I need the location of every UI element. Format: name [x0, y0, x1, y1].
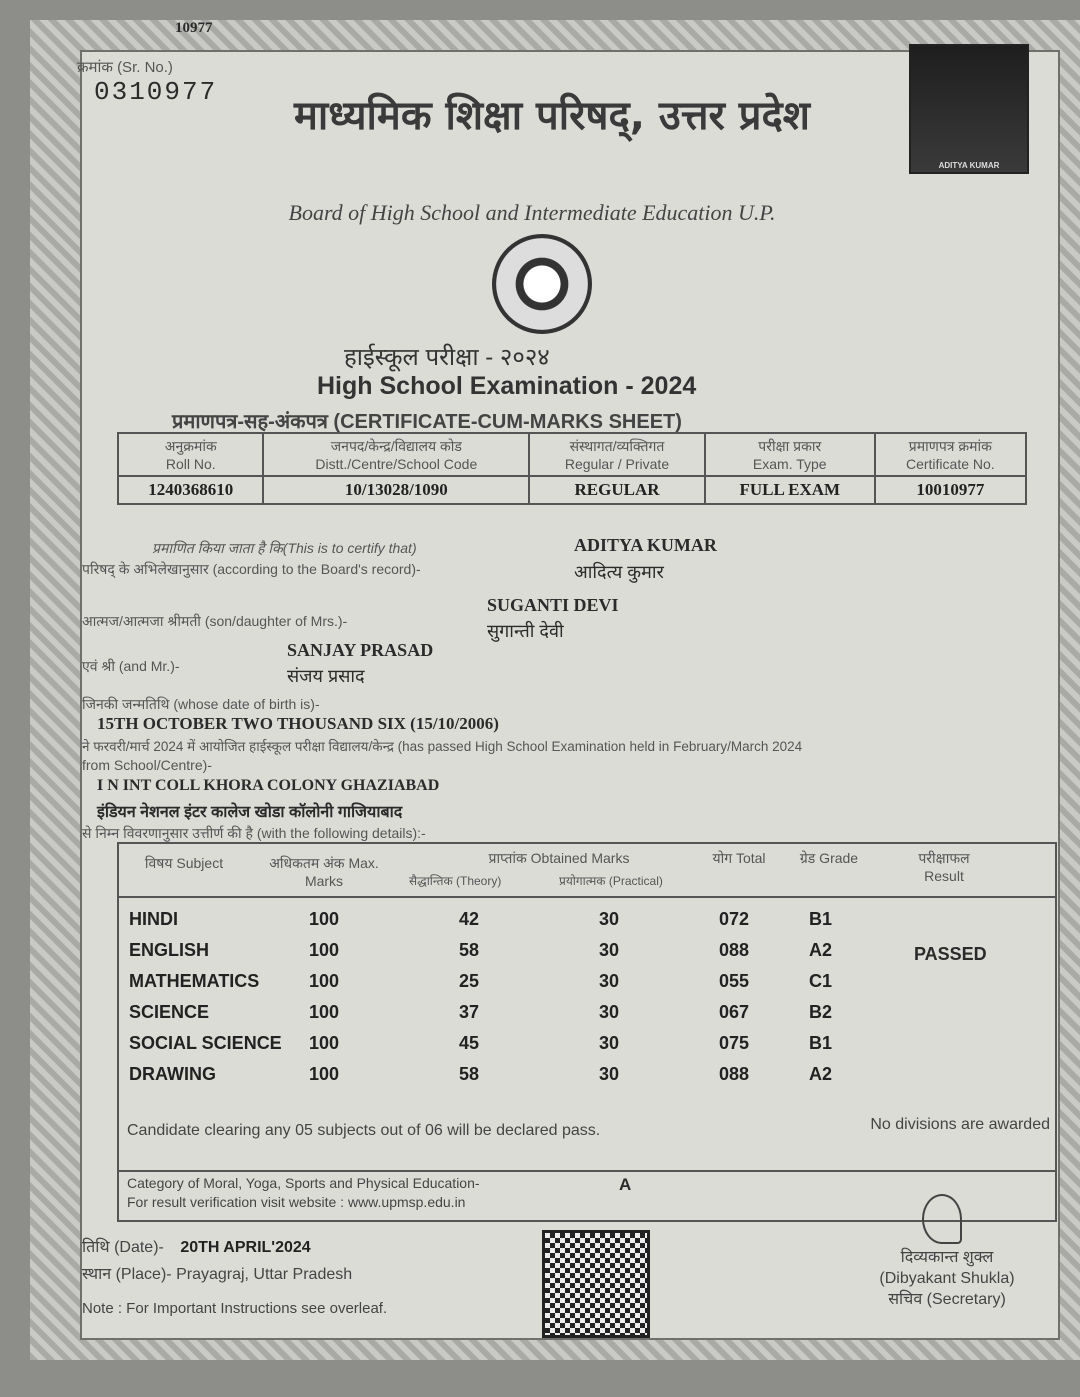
info-table — [117, 432, 1027, 505]
roll-no-header: अनुक्रमांक Roll No. — [118, 433, 263, 476]
regular-private-header: संस्थागत/व्यक्तिगत Regular / Private — [529, 433, 705, 476]
theory-marks: 25 — [459, 971, 480, 991]
sr-number: 0310977 — [94, 77, 218, 107]
practical-marks: 30 — [599, 940, 620, 960]
practical-marks: 30 — [599, 971, 620, 991]
date-of-birth: 15TH OCTOBER TWO THOUSAND SIX (15/10/2006) — [97, 714, 499, 733]
father-name-hindi: संजय प्रसाद — [287, 666, 365, 686]
details-label: से निम्न विवरणानुसार उत्तीर्ण की है (with the following details):- — [82, 825, 426, 841]
divisions-note: No divisions are awarded — [870, 1116, 1050, 1133]
exam-title-hindi: हाईस्कूल परीक्षा - २०२४ — [344, 344, 550, 371]
max-marks: 100 — [309, 1033, 340, 1053]
practical-marks: 30 — [599, 1002, 620, 1022]
category-grade: A — [619, 1175, 632, 1194]
total-header: योग Total — [712, 850, 766, 866]
grade: C1 — [809, 971, 833, 991]
certificate-no: 10010977 — [875, 476, 1026, 504]
mother-name: SUGANTI DEVI — [487, 595, 619, 615]
date-row: तिथि (Date)- 20TH APRIL'2024 — [82, 1239, 311, 1256]
obtained-header: प्राप्तांक Obtained Marks — [488, 850, 630, 866]
total-marks: 088 — [719, 940, 750, 960]
max-marks: 100 — [309, 909, 340, 929]
dob-label: जिनकी जन्मतिथि (whose date of birth is)- — [82, 696, 320, 712]
candidate-name-hindi: आदित्य कुमार — [574, 562, 664, 582]
max-marks: 100 — [309, 971, 340, 991]
total-marks: 088 — [719, 1064, 750, 1084]
subject: HINDI — [129, 909, 178, 929]
sr-top: 10977 — [175, 20, 213, 36]
mother-name-hindi: सुगान्ती देवी — [487, 621, 564, 641]
record-label: परिषद् के अभिलेखानुसार (according to the Board's record)- — [82, 561, 421, 577]
result-header: परीक्षाफल Result — [918, 850, 970, 884]
total-marks: 075 — [719, 1033, 750, 1053]
theory-marks: 58 — [459, 940, 480, 960]
note: Note : For Important Instructions see overleaf. — [82, 1300, 388, 1317]
certificate-border — [30, 20, 1080, 1360]
max-marks: 100 — [309, 1064, 340, 1084]
candidate-name: ADITYA KUMAR — [574, 535, 717, 555]
sr-label: क्रमांक (Sr. No.) — [77, 59, 173, 76]
certify-label: प्रमाणित किया जाता है कि(This is to certify that) — [152, 540, 417, 556]
pass-rule: Candidate clearing any 05 subjects out of 06 will be declared pass. — [127, 1122, 601, 1139]
grade: B1 — [809, 1033, 833, 1053]
marks-table — [117, 842, 1057, 1172]
total-marks: 067 — [719, 1002, 750, 1022]
school-name-hindi: इंडियन नेशनल इंटर कालेज खोडा कॉलोनी गाजियाबाद — [97, 804, 403, 821]
subject: SCIENCE — [129, 1002, 210, 1022]
mother-label: आत्मज/आत्मजा श्रीमती (son/daughter of Mrs.)- — [82, 613, 348, 629]
sheet-title: प्रमाणपत्र-सह-अंकपत्र (CERTIFICATE-CUM-MARKS SHEET) — [172, 411, 682, 433]
category-label: Category of Moral, Yoga, Sports and Physical Education- — [127, 1175, 480, 1191]
subject: DRAWING — [129, 1064, 216, 1084]
total-marks: 055 — [719, 971, 750, 991]
verification-website: For result verification visit website : www.upmsp.edu.in — [127, 1194, 466, 1210]
practical-marks: 30 — [599, 1033, 620, 1053]
passed-statement: ने फरवरी/मार्च 2024 में आयोजित हाईस्कूल परीक्षा विद्यालय/केन्द्र (has passed High School Examination held in February/March 2024 — [82, 739, 803, 754]
certificate — [77, 50, 1060, 1340]
exam-type: FULL EXAM — [705, 476, 875, 504]
grade: B1 — [809, 909, 833, 929]
exam-title: High School Examination - 2024 — [317, 372, 697, 400]
place-row: स्थान (Place)- Prayagraj, Uttar Pradesh — [82, 1266, 353, 1283]
max-marks-header: अधिकतम अंक Max. Marks — [269, 855, 379, 889]
board-emblem-icon — [492, 234, 592, 334]
grade: A2 — [809, 1064, 833, 1084]
subject: MATHEMATICS — [129, 971, 260, 991]
subject: ENGLISH — [129, 940, 210, 960]
signatory: दिव्यकान्त शुक्ल (Dibyakant Shukla) सचिव (Secretary) — [879, 1249, 1015, 1308]
father-name: SANJAY PRASAD — [287, 640, 434, 660]
divider — [119, 896, 1055, 898]
practical-marks: 30 — [599, 909, 620, 929]
exam-type-header: परीक्षा प्रकार Exam. Type — [705, 433, 875, 476]
grade-header: ग्रेड Grade — [799, 850, 859, 866]
theory-marks: 45 — [459, 1033, 480, 1053]
total-marks: 072 — [719, 909, 750, 929]
from-label: from School/Centre)- — [82, 757, 212, 773]
father-label: एवं श्री (and Mr.)- — [82, 658, 180, 674]
roll-no: 1240368610 — [118, 476, 263, 504]
theory-header: सैद्धान्तिक (Theory) — [409, 874, 502, 888]
board-title-hindi: माध्यमिक शिक्षा परिषद्, उत्तर प्रदेश — [294, 93, 810, 139]
practical-marks: 30 — [599, 1064, 620, 1084]
school-name: I N INT COLL KHORA COLONY GHAZIABAD — [97, 777, 440, 794]
grade: A2 — [809, 940, 833, 960]
signature — [922, 1194, 962, 1244]
result: PASSED — [914, 944, 987, 964]
subject: SOCIAL SCIENCE — [129, 1033, 282, 1053]
theory-marks: 37 — [459, 1002, 480, 1022]
max-marks: 100 — [309, 1002, 340, 1022]
qr-code-icon — [542, 1230, 650, 1338]
certificate-no-header: प्रमाणपत्र क्रमांक Certificate No. — [875, 433, 1026, 476]
category-box — [117, 1172, 1057, 1222]
subject-header: विषय Subject — [144, 855, 224, 871]
candidate-photo: ADITYA KUMAR — [909, 44, 1029, 174]
regular-private: REGULAR — [529, 476, 705, 504]
school-code: 10/13028/1090 — [263, 476, 529, 504]
grade: B2 — [809, 1002, 833, 1022]
school-code-header: जनपद/केन्द्र/विद्यालय कोड Distt./Centre/School Code — [263, 433, 529, 476]
max-marks: 100 — [309, 940, 340, 960]
theory-marks: 42 — [459, 909, 480, 929]
board-title-english: Board of High School and Intermediate Education U.P. — [288, 200, 776, 225]
theory-marks: 58 — [459, 1064, 480, 1084]
practical-header: प्रयोगात्मक (Practical) — [559, 874, 663, 888]
